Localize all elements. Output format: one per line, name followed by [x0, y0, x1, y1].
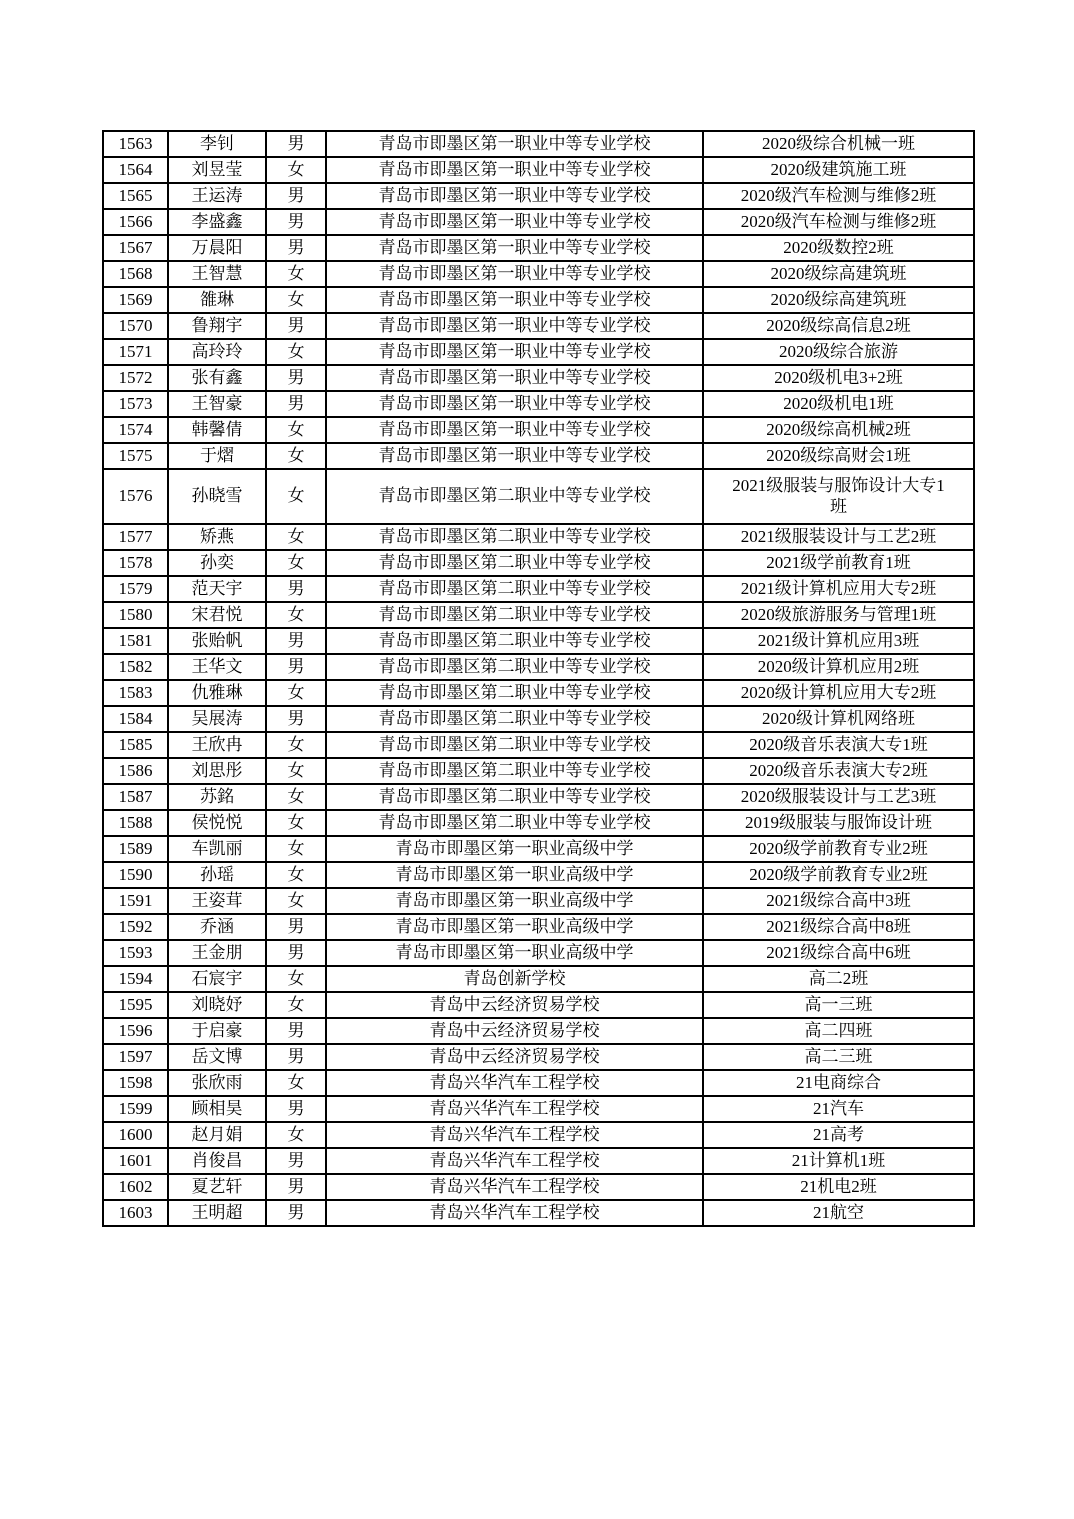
- cell-gender: 女: [266, 784, 326, 810]
- cell-number: 1582: [103, 654, 168, 680]
- cell-school: 青岛市即墨区第一职业高级中学: [326, 914, 703, 940]
- cell-name: 王明超: [168, 1200, 266, 1226]
- cell-name: 王金朋: [168, 940, 266, 966]
- cell-number: 1579: [103, 576, 168, 602]
- cell-name: 苏銘: [168, 784, 266, 810]
- cell-school: 青岛市即墨区第一职业中等专业学校: [326, 157, 703, 183]
- cell-number: 1566: [103, 209, 168, 235]
- cell-class: 2021级学前教育1班: [703, 550, 974, 576]
- cell-school: 青岛市即墨区第一职业中等专业学校: [326, 183, 703, 209]
- cell-school: 青岛中云经济贸易学校: [326, 1018, 703, 1044]
- cell-name: 王智豪: [168, 391, 266, 417]
- cell-class: 2019级服装与服饰设计班: [703, 810, 974, 836]
- cell-gender: 男: [266, 209, 326, 235]
- cell-gender: 男: [266, 914, 326, 940]
- cell-gender: 男: [266, 365, 326, 391]
- table-row: [103, 1044, 974, 1070]
- table-row: [103, 1096, 974, 1122]
- cell-name: 于熠: [168, 443, 266, 469]
- cell-gender: 女: [266, 339, 326, 365]
- cell-number: 1602: [103, 1174, 168, 1200]
- cell-number: 1581: [103, 628, 168, 654]
- cell-gender: 女: [266, 287, 326, 313]
- table-row: [103, 287, 974, 313]
- cell-school: 青岛市即墨区第二职业中等专业学校: [326, 576, 703, 602]
- cell-number: 1584: [103, 706, 168, 732]
- cell-school: 青岛兴华汽车工程学校: [326, 1070, 703, 1096]
- cell-school: 青岛兴华汽车工程学校: [326, 1148, 703, 1174]
- student-table-body: [103, 131, 974, 1226]
- cell-number: 1594: [103, 966, 168, 992]
- cell-class: 2020级综高财会1班: [703, 443, 974, 469]
- cell-class: 2020级计算机网络班: [703, 706, 974, 732]
- cell-school: 青岛市即墨区第一职业中等专业学校: [326, 339, 703, 365]
- cell-class: 2020级综合旅游: [703, 339, 974, 365]
- cell-class: 2020级音乐表演大专1班: [703, 732, 974, 758]
- cell-class: 2020级计算机应用大专2班: [703, 680, 974, 706]
- cell-number: 1573: [103, 391, 168, 417]
- cell-name: 张有鑫: [168, 365, 266, 391]
- table-row: [103, 810, 974, 836]
- cell-gender: 女: [266, 810, 326, 836]
- cell-class: 2020级综合机械一班: [703, 131, 974, 157]
- cell-number: 1567: [103, 235, 168, 261]
- cell-name: 王智慧: [168, 261, 266, 287]
- cell-number: 1570: [103, 313, 168, 339]
- table-row: [103, 758, 974, 784]
- cell-name: 刘昱莹: [168, 157, 266, 183]
- cell-number: 1601: [103, 1148, 168, 1174]
- cell-gender: 男: [266, 706, 326, 732]
- table-row: [103, 183, 974, 209]
- cell-gender: 男: [266, 1044, 326, 1070]
- cell-school: 青岛市即墨区第二职业中等专业学校: [326, 810, 703, 836]
- cell-number: 1589: [103, 836, 168, 862]
- cell-class: 2020级汽车检测与维修2班: [703, 183, 974, 209]
- table-row: [103, 313, 974, 339]
- cell-gender: 男: [266, 940, 326, 966]
- cell-school: 青岛市即墨区第一职业中等专业学校: [326, 443, 703, 469]
- cell-gender: 男: [266, 183, 326, 209]
- cell-class-text: 2021级服装与服饰设计大专1班: [732, 476, 945, 516]
- cell-school: 青岛市即墨区第二职业中等专业学校: [326, 706, 703, 732]
- cell-gender: 女: [266, 157, 326, 183]
- table-row: [103, 235, 974, 261]
- table-row: [103, 1070, 974, 1096]
- table-row: [103, 654, 974, 680]
- cell-number: 1600: [103, 1122, 168, 1148]
- cell-class: 2020级服装设计与工艺3班: [703, 784, 974, 810]
- cell-school: 青岛兴华汽车工程学校: [326, 1200, 703, 1226]
- cell-gender: 男: [266, 1018, 326, 1044]
- table-row: [103, 732, 974, 758]
- table-row: [103, 261, 974, 287]
- cell-number: 1568: [103, 261, 168, 287]
- cell-class: 2020级综高建筑班: [703, 261, 974, 287]
- cell-school: 青岛市即墨区第二职业中等专业学校: [326, 550, 703, 576]
- cell-class: 21电商综合: [703, 1070, 974, 1096]
- cell-number: 1563: [103, 131, 168, 157]
- cell-school: 青岛市即墨区第一职业中等专业学校: [326, 365, 703, 391]
- cell-school: 青岛市即墨区第二职业中等专业学校: [326, 602, 703, 628]
- cell-number: 1587: [103, 784, 168, 810]
- cell-school: 青岛市即墨区第二职业中等专业学校: [326, 784, 703, 810]
- cell-name: 范天宇: [168, 576, 266, 602]
- table-row: [103, 391, 974, 417]
- cell-school: 青岛市即墨区第二职业中等专业学校: [326, 732, 703, 758]
- cell-name: 夏艺轩: [168, 1174, 266, 1200]
- cell-class: 21高考: [703, 1122, 974, 1148]
- cell-name: 鲁翔宇: [168, 313, 266, 339]
- cell-school: 青岛市即墨区第一职业中等专业学校: [326, 391, 703, 417]
- cell-class: 21计算机1班: [703, 1148, 974, 1174]
- cell-name: 刘晓妤: [168, 992, 266, 1018]
- cell-name: 王欣冉: [168, 732, 266, 758]
- cell-school: 青岛兴华汽车工程学校: [326, 1122, 703, 1148]
- table-row: [103, 888, 974, 914]
- cell-school: 青岛市即墨区第一职业中等专业学校: [326, 209, 703, 235]
- cell-class: 2020级综高机械2班: [703, 417, 974, 443]
- cell-name: 李盛鑫: [168, 209, 266, 235]
- table-row: [103, 1018, 974, 1044]
- table-row: [103, 940, 974, 966]
- cell-number: 1585: [103, 732, 168, 758]
- cell-class: 2020级数控2班: [703, 235, 974, 261]
- cell-class: 21汽车: [703, 1096, 974, 1122]
- cell-class: [703, 469, 974, 524]
- table-row: [103, 469, 974, 524]
- cell-number: 1564: [103, 157, 168, 183]
- cell-name: 张欣雨: [168, 1070, 266, 1096]
- cell-name: 肖俊昌: [168, 1148, 266, 1174]
- cell-number: 1569: [103, 287, 168, 313]
- cell-school: 青岛市即墨区第二职业中等专业学校: [326, 469, 703, 524]
- cell-number: 1572: [103, 365, 168, 391]
- cell-school: 青岛市即墨区第二职业中等专业学校: [326, 758, 703, 784]
- table-row: [103, 628, 974, 654]
- cell-name: 孙瑶: [168, 862, 266, 888]
- cell-school: 青岛市即墨区第一职业高级中学: [326, 940, 703, 966]
- table-row: [103, 1148, 974, 1174]
- cell-gender: 男: [266, 313, 326, 339]
- cell-school: 青岛市即墨区第二职业中等专业学校: [326, 628, 703, 654]
- cell-school: 青岛市即墨区第二职业中等专业学校: [326, 654, 703, 680]
- cell-school: 青岛市即墨区第一职业中等专业学校: [326, 235, 703, 261]
- table-row: [103, 1200, 974, 1226]
- cell-gender: 男: [266, 576, 326, 602]
- cell-gender: 女: [266, 524, 326, 550]
- cell-number: 1583: [103, 680, 168, 706]
- cell-name: 石宸宇: [168, 966, 266, 992]
- cell-name: 孙晓雪: [168, 469, 266, 524]
- cell-gender: 女: [266, 888, 326, 914]
- student-roster-table: [102, 130, 975, 1227]
- cell-name: 吴展涛: [168, 706, 266, 732]
- cell-class: 2020级音乐表演大专2班: [703, 758, 974, 784]
- cell-class: 2021级计算机应用3班: [703, 628, 974, 654]
- table-row: [103, 680, 974, 706]
- cell-number: 1576: [103, 469, 168, 524]
- cell-number: 1580: [103, 602, 168, 628]
- cell-gender: 男: [266, 1200, 326, 1226]
- cell-gender: 女: [266, 758, 326, 784]
- cell-gender: 女: [266, 417, 326, 443]
- cell-gender: 男: [266, 1148, 326, 1174]
- table-row: [103, 443, 974, 469]
- cell-class: 2020级综高建筑班: [703, 287, 974, 313]
- cell-class: 21机电2班: [703, 1174, 974, 1200]
- cell-name: 乔涵: [168, 914, 266, 940]
- cell-gender: 女: [266, 992, 326, 1018]
- cell-school: 青岛市即墨区第一职业中等专业学校: [326, 313, 703, 339]
- cell-class: 2020级学前教育专业2班: [703, 836, 974, 862]
- cell-number: 1597: [103, 1044, 168, 1070]
- cell-gender: 男: [266, 1174, 326, 1200]
- cell-gender: 女: [266, 1122, 326, 1148]
- cell-number: 1593: [103, 940, 168, 966]
- cell-gender: 男: [266, 235, 326, 261]
- cell-class: 高二四班: [703, 1018, 974, 1044]
- cell-number: 1575: [103, 443, 168, 469]
- cell-class: 2021级综合高中6班: [703, 940, 974, 966]
- cell-number: 1592: [103, 914, 168, 940]
- table-row: [103, 1174, 974, 1200]
- cell-school: 青岛市即墨区第二职业中等专业学校: [326, 680, 703, 706]
- cell-class: 2021级服装设计与工艺2班: [703, 524, 974, 550]
- table-row: [103, 131, 974, 157]
- cell-number: 1596: [103, 1018, 168, 1044]
- cell-school: 青岛市即墨区第一职业中等专业学校: [326, 131, 703, 157]
- cell-gender: 女: [266, 680, 326, 706]
- cell-class: 21航空: [703, 1200, 974, 1226]
- cell-name: 李钊: [168, 131, 266, 157]
- cell-school: 青岛市即墨区第一职业高级中学: [326, 862, 703, 888]
- cell-name: 王华文: [168, 654, 266, 680]
- table-row: [103, 862, 974, 888]
- cell-name: 仇雅琳: [168, 680, 266, 706]
- table-row: [103, 365, 974, 391]
- cell-name: 刘思彤: [168, 758, 266, 784]
- cell-name: 矫燕: [168, 524, 266, 550]
- cell-name: 宋君悦: [168, 602, 266, 628]
- cell-name: 王姿茸: [168, 888, 266, 914]
- cell-number: 1590: [103, 862, 168, 888]
- cell-name: 万晨阳: [168, 235, 266, 261]
- cell-school: 青岛兴华汽车工程学校: [326, 1174, 703, 1200]
- cell-gender: 男: [266, 1096, 326, 1122]
- cell-school: 青岛中云经济贸易学校: [326, 992, 703, 1018]
- cell-gender: 女: [266, 732, 326, 758]
- cell-class: 2020级机电1班: [703, 391, 974, 417]
- table-row: [103, 1122, 974, 1148]
- table-row: [103, 914, 974, 940]
- cell-school: 青岛创新学校: [326, 966, 703, 992]
- cell-gender: 男: [266, 628, 326, 654]
- cell-name: 赵月娟: [168, 1122, 266, 1148]
- cell-gender: 女: [266, 469, 326, 524]
- cell-school: 青岛市即墨区第一职业中等专业学校: [326, 287, 703, 313]
- cell-name: 岳文博: [168, 1044, 266, 1070]
- cell-school: 青岛中云经济贸易学校: [326, 1044, 703, 1070]
- cell-class: 高一三班: [703, 992, 974, 1018]
- cell-gender: 男: [266, 654, 326, 680]
- cell-class: 2020级旅游服务与管理1班: [703, 602, 974, 628]
- cell-gender: 女: [266, 862, 326, 888]
- cell-name: 于启豪: [168, 1018, 266, 1044]
- cell-number: 1577: [103, 524, 168, 550]
- cell-school: 青岛市即墨区第一职业高级中学: [326, 836, 703, 862]
- cell-name: 车凯丽: [168, 836, 266, 862]
- cell-number: 1574: [103, 417, 168, 443]
- cell-class: 高二三班: [703, 1044, 974, 1070]
- table-row: [103, 992, 974, 1018]
- table-row: [103, 836, 974, 862]
- cell-gender: 女: [266, 443, 326, 469]
- table-row: [103, 209, 974, 235]
- table-row: [103, 602, 974, 628]
- table-row: [103, 966, 974, 992]
- cell-number: 1578: [103, 550, 168, 576]
- cell-name: 顾相昊: [168, 1096, 266, 1122]
- cell-class: 2021级综合高中8班: [703, 914, 974, 940]
- cell-class: 2020级机电3+2班: [703, 365, 974, 391]
- cell-school: 青岛市即墨区第一职业高级中学: [326, 888, 703, 914]
- table-row: [103, 576, 974, 602]
- cell-school: 青岛市即墨区第一职业中等专业学校: [326, 261, 703, 287]
- cell-class: 2021级综合高中3班: [703, 888, 974, 914]
- cell-number: 1603: [103, 1200, 168, 1226]
- cell-number: 1599: [103, 1096, 168, 1122]
- cell-name: 韩馨倩: [168, 417, 266, 443]
- cell-class: 高二2班: [703, 966, 974, 992]
- cell-school: 青岛市即墨区第二职业中等专业学校: [326, 524, 703, 550]
- cell-gender: 女: [266, 602, 326, 628]
- cell-class: 2020级建筑施工班: [703, 157, 974, 183]
- cell-gender: 女: [266, 261, 326, 287]
- cell-school: 青岛兴华汽车工程学校: [326, 1096, 703, 1122]
- table-row: [103, 417, 974, 443]
- table-row: [103, 157, 974, 183]
- cell-number: 1595: [103, 992, 168, 1018]
- cell-gender: 女: [266, 966, 326, 992]
- cell-number: 1598: [103, 1070, 168, 1096]
- cell-name: 侯悦悦: [168, 810, 266, 836]
- cell-number: 1586: [103, 758, 168, 784]
- cell-number: 1591: [103, 888, 168, 914]
- cell-class: 2020级汽车检测与维修2班: [703, 209, 974, 235]
- cell-school: 青岛市即墨区第一职业中等专业学校: [326, 417, 703, 443]
- cell-number: 1565: [103, 183, 168, 209]
- cell-name: 孙奕: [168, 550, 266, 576]
- cell-gender: 男: [266, 391, 326, 417]
- cell-number: 1571: [103, 339, 168, 365]
- cell-name: 王运涛: [168, 183, 266, 209]
- cell-name: 高玲玲: [168, 339, 266, 365]
- cell-class: 2021级计算机应用大专2班: [703, 576, 974, 602]
- cell-name: 张贻帆: [168, 628, 266, 654]
- table-row: [103, 706, 974, 732]
- cell-gender: 女: [266, 836, 326, 862]
- cell-number: 1588: [103, 810, 168, 836]
- cell-class: 2020级学前教育专业2班: [703, 862, 974, 888]
- cell-name: 雒琳: [168, 287, 266, 313]
- cell-gender: 女: [266, 550, 326, 576]
- cell-gender: 女: [266, 1070, 326, 1096]
- table-row: [103, 339, 974, 365]
- cell-class: 2020级计算机应用2班: [703, 654, 974, 680]
- cell-gender: 男: [266, 131, 326, 157]
- cell-class: 2020级综高信息2班: [703, 313, 974, 339]
- table-row: [103, 550, 974, 576]
- table-row: [103, 784, 974, 810]
- table-row: [103, 524, 974, 550]
